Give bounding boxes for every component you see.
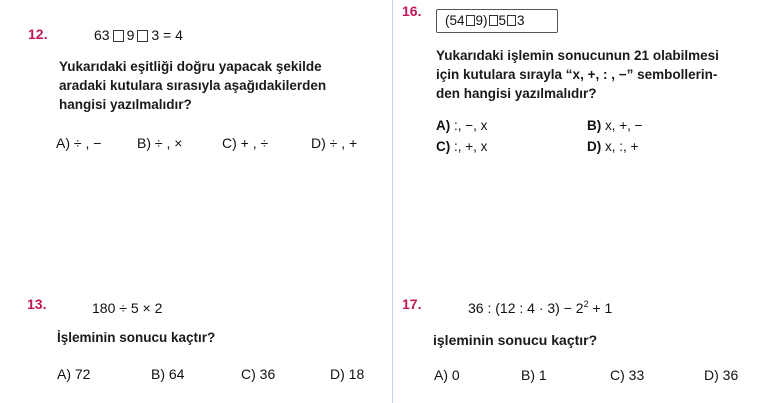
option-b[interactable]: B) 1	[521, 367, 547, 383]
expr-part: 9	[126, 27, 135, 43]
option-value: x, +, −	[601, 118, 643, 133]
expr-part: 63	[94, 27, 110, 43]
option-letter: C)	[436, 139, 451, 154]
question-12-text	[59, 57, 326, 114]
text-line: için kutulara sırayla “x, +, : , −” sembollerin-	[436, 67, 718, 82]
question-13-text: İşleminin sonucu kaçtır?	[57, 330, 216, 345]
question-12-expression	[94, 27, 183, 43]
option-d[interactable]	[587, 139, 638, 154]
option-c[interactable]	[436, 139, 487, 154]
expr-part: 3 = 4	[151, 27, 183, 43]
expr-main: 36 : (12 : 4 · 3) − 2	[468, 300, 584, 316]
expr-exponent: 2	[583, 299, 589, 309]
option-d[interactable]: D) ÷ , +	[311, 135, 358, 151]
question-16-expression	[436, 9, 558, 33]
expr-part: 5	[498, 13, 507, 28]
text-line: Yukarıdaki eşitliği doğru yapacak şekilde	[59, 59, 322, 74]
text-line: den hangisi yazılmalıdır?	[436, 86, 597, 101]
option-letter: D)	[587, 139, 602, 154]
option-value: :, +, x	[450, 139, 488, 154]
question-13-number: 13.	[27, 296, 47, 312]
option-c[interactable]: C) 33	[610, 367, 645, 383]
option-a[interactable]	[436, 118, 487, 133]
expr-tail: + 1	[588, 300, 613, 316]
option-d[interactable]: D) 36	[704, 367, 739, 383]
question-17-expression	[468, 299, 612, 316]
expr-part: 3	[517, 13, 525, 28]
answer-box	[137, 30, 148, 42]
question-12-number: 12.	[28, 26, 48, 42]
answer-box	[113, 30, 124, 42]
option-d[interactable]: D) 18	[330, 366, 365, 382]
expr-part: (54	[445, 13, 465, 28]
option-a[interactable]: A) 72	[57, 366, 91, 382]
answer-box	[466, 15, 475, 26]
question-13-expression: 180 ÷ 5 × 2	[92, 300, 163, 316]
option-value: x, :, +	[601, 139, 639, 154]
text-line: hangisi yazılmalıdır?	[59, 97, 192, 112]
answer-box	[507, 15, 516, 26]
question-17-number: 17.	[402, 296, 422, 312]
option-b[interactable]	[587, 118, 643, 133]
option-value: :, −, x	[450, 118, 488, 133]
question-16-number: 16.	[402, 3, 422, 19]
column-divider	[392, 0, 393, 403]
option-b[interactable]: B) ÷ , ×	[137, 135, 183, 151]
expr-part: 9)	[475, 13, 488, 28]
option-a[interactable]: A) 0	[434, 367, 460, 383]
option-letter: B)	[587, 118, 602, 133]
text-line: Yukarıdaki işlemin sonucunun 21 olabilmesi	[436, 48, 719, 63]
option-c[interactable]: C) + , ÷	[222, 135, 269, 151]
option-b[interactable]: B) 64	[151, 366, 185, 382]
answer-box	[489, 15, 498, 26]
question-17-text: işleminin sonucu kaçtır?	[433, 332, 598, 348]
option-a[interactable]: A) ÷ , −	[56, 135, 102, 151]
text-line: aradaki kutulara sırasıyla aşağıdakilerden	[59, 78, 327, 93]
option-c[interactable]: C) 36	[241, 366, 276, 382]
option-letter: A)	[436, 118, 451, 133]
question-16-text	[436, 46, 719, 103]
